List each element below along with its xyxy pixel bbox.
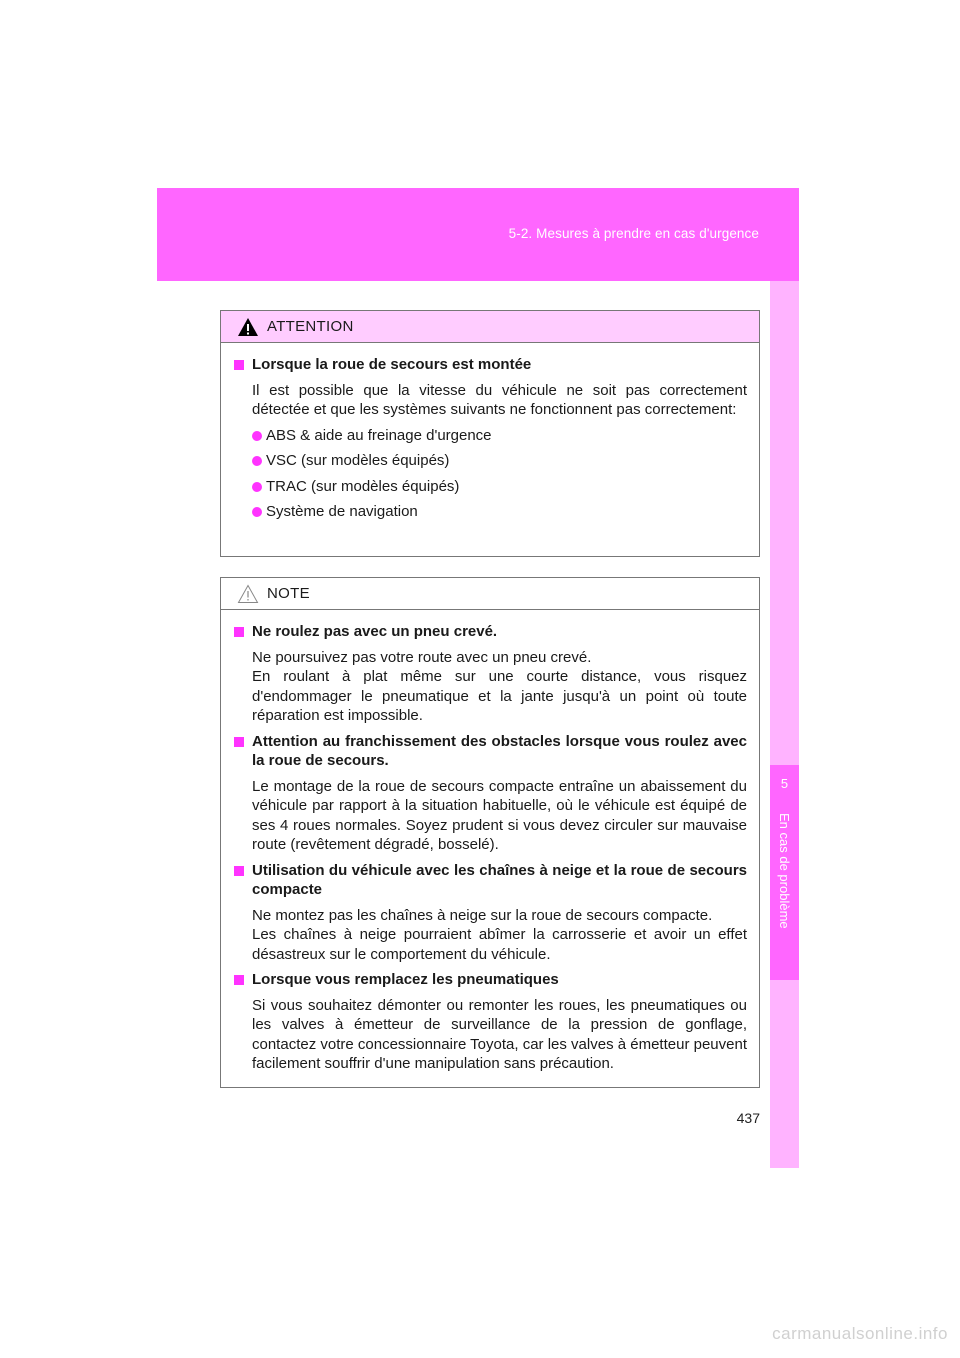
warning-icon [237,317,259,337]
section-title: 5-2. Mesures à prendre en cas d'urgence [508,226,759,241]
square-bullet-icon [234,737,244,747]
note-header [221,578,759,610]
list-item: Système de navigation [233,502,747,522]
note-text: En roulant à plat même sur une courte distance, vous risquez d'endommager le pneumatique et la jante jusqu'à un point où toute réparation est impossible. [252,668,747,724]
note-heading: Utilisation du véhicule avec les chaînes à neige et la roue de secours compacte [233,861,747,900]
round-bullet-icon [252,431,262,441]
round-bullet-icon [252,482,262,492]
square-bullet-icon [234,627,244,637]
attention-heading: Lorsque la roue de secours est montée [233,355,747,375]
caution-outline-icon [237,584,259,604]
note-text: Les chaînes à neige pourraient abîmer la carrosserie et avoir un effet désastreux sur le comportement du véhicule. [252,926,747,963]
page-number: 437 [736,1110,760,1126]
square-bullet-icon [234,975,244,985]
note-text: Le montage de la roue de secours compacte entraîne un abaissement du véhicule par rapport à la situation habituelle, où le véhicule est équipé de ses 4 roues normales. Soyez prudent si vous devez circuler sur mauvaise route (revêtement dégradé, bosselé). [252,777,747,853]
attention-title: ATTENTION [267,318,354,335]
list-item: VSC (sur modèles équipés) [233,451,747,471]
note-heading: Ne roulez pas avec un pneu crevé. [233,622,747,642]
list-item: ABS & aide au freinage d'urgence [233,426,747,446]
note-text: Ne montez pas les chaînes à neige sur la roue de secours compacte. [252,906,713,924]
chapter-number: 5 [780,776,789,791]
round-bullet-icon [252,456,262,466]
attention-box [220,310,760,557]
header-band [157,188,799,281]
note-title: NOTE [267,585,310,602]
attention-header [221,311,759,343]
note-heading: Lorsque vous remplacez les pneumatiques [233,970,747,990]
note-box [220,577,760,1088]
note-heading: Attention au franchissement des obstacles lorsque vous roulez avec la roue de secours. [233,732,747,771]
note-text: Ne poursuivez pas votre route avec un pneu crevé. [252,648,592,666]
watermark[interactable]: carmanualsonline.info [772,1324,948,1343]
list-item: TRAC (sur modèles équipés) [233,477,747,497]
side-tab [770,281,799,1168]
round-bullet-icon [252,507,262,517]
attention-text: Il est possible que la vitesse du véhicule ne soit pas correctement détectée et que les systèmes suivants ne fonctionnent pas correctement: [252,381,747,418]
chapter-title: En cas de problème [777,813,792,929]
square-bullet-icon [234,360,244,370]
note-text: Si vous souhaitez démonter ou remonter les roues, les pneumatiques ou les valves à émetteur de surveillance de la pression de gonflage, contactez votre concessionnaire Toyota, car les valves à émetteur peuvent facilement souffrir d'une manipulation sans précaution. [252,996,747,1072]
chapter-tab[interactable] [770,765,799,980]
square-bullet-icon [234,866,244,876]
